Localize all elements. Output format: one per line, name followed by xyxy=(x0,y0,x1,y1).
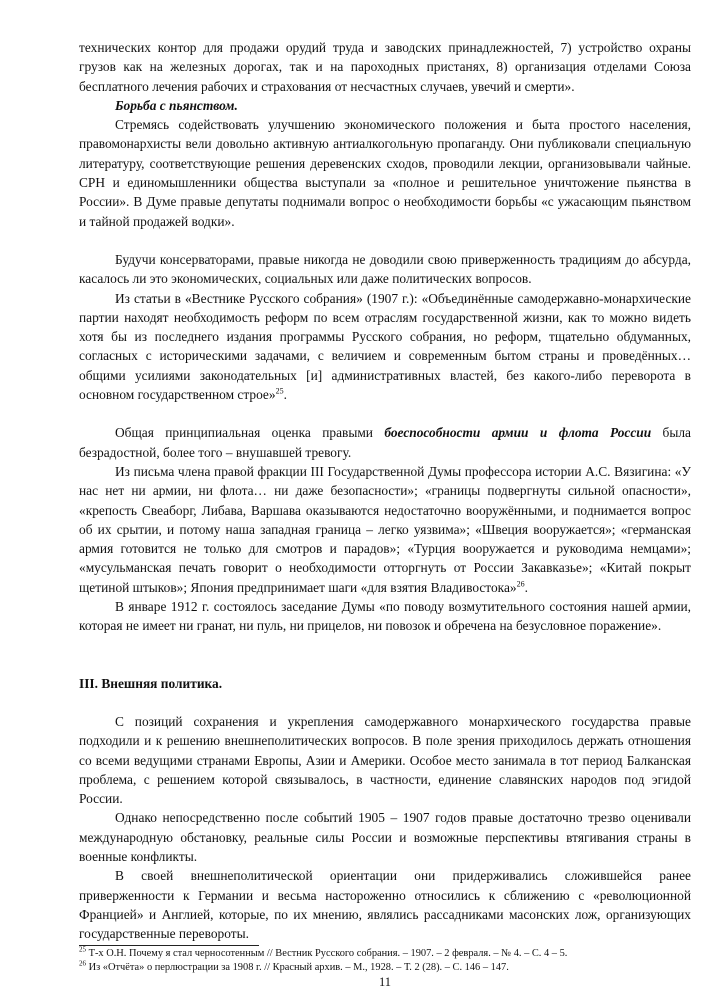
paragraph-text: Общая принципиальная оценка правыми xyxy=(115,425,385,441)
section-heading: III. Внешняя политика. xyxy=(79,675,223,691)
footnote-ref: 25 xyxy=(275,386,284,396)
footnote-text: Т-х О.Н. Почему я стал черносотенным // Вестник Русского собрания. – 1907. – 2 февраля. – № 4. – С. 4 – 5. xyxy=(86,948,568,960)
paragraph-text: Из статьи в «Вестнике Русского собрания» (1907 г.): «Объединённые самодержавно-монархические партии находят необходимость реформ по всем отраслям государственной жизни, как то можно видеть хотя бы из последнего издания программы Русского собрания, но реформ, тщательно обдуманных, согласных с историческими задачами, с величием и современным бытом страны и проведённых… общими усилиями законодательных [и] административных властей, без какого-либо переворота в основном государственном строе» xyxy=(79,290,691,403)
footnote-number: 25 xyxy=(79,946,86,954)
paragraph xyxy=(79,423,691,462)
footnote xyxy=(79,961,691,975)
footnotes xyxy=(79,947,691,975)
paragraph: Будучи консерваторами, правые никогда не доводили свою приверженность традициям до абсурда, касалось ли это экономических, социальных или даже политических вопросов. xyxy=(79,251,691,287)
paragraph: Стремясь содействовать улучшению экономического положения и быта простого населения, правомонархисты вели довольно активную антиалкогольную пропаганду. Они публиковали специальную литературу, соответствующие решения деревенских сходов, проводили лекции, организовывали чайные. СРН и единомышленники общества выступали за «полное и решительное уничтожение пьянства в России». В Думе правые депутаты поднимали вопрос о необходимости борьбы «с ужасающим пьянством и тайной продажей водки». xyxy=(79,117,691,229)
footnote xyxy=(79,947,691,961)
paragraph: Однако непосредственно после событий 1905 – 1907 годов правые достаточно трезво оценивали международную обстановку, реальные силы России и возможные перспективы втягивания страны в военные конфликты. xyxy=(79,810,691,864)
footnote-ref: 26 xyxy=(516,579,525,589)
paragraph: С позиций сохранения и укрепления самодержавного монархического государства правые подходили и к решению внешнеполитических вопросов. В поле зрения приходилось держать отношения со всеми ведущими странами Европы, Азии и Америки. Особое место занимала в тот период Балканская проблема, с решением которой связывалось, в частности, единение славянских народов под эгидой России. xyxy=(79,713,691,807)
paragraph-text: была безрадостной, более того – внушавшей тревогу. xyxy=(79,425,691,460)
subheading-drunkenness: Борьба с пьянством. xyxy=(115,97,238,113)
paragraph: В январе 1912 г. состоялось заседание Думы «по поводу возмутительного состояния нашей армии, которая не имеет ни гранат, ни пуль, ни прицелов, ни повозок и обречена на безусловное поражение». xyxy=(79,599,691,634)
emphasis: боеспособности армии и флота России xyxy=(384,425,652,441)
paragraph: технических контор для продажи орудий труда и заводских принадлежностей, 7) устройство охраны грузов как на железных дорогах, так и на пароходных пристанях, 8) организация отделами Союза бесплатного лечения рабочих и страхования от несчастных случаев, увечий и смерти». xyxy=(79,40,691,94)
paragraph: В своей внешнеполитической ориентации они придерживались сложившейся ранее приверженности к Германии и весьма настороженно относились к сближению с «революционной Францией» и Англией, которые, по их мнению, являлись рассадниками масонских лож, организующих государственные перевороты. xyxy=(79,868,691,942)
document-page xyxy=(79,38,691,989)
paragraph-quote: Из письма члена правой фракции III Государственной Думы профессора истории А.С. Вязигина: «У нас нет ни армии, ни флота… ни даже безопасности»; «границы подвергнуты сильной опасности», «крепость Свеаборг, Либава, Варшава оказываются недостаточно вооружёнными, и поднимается вопрос об их срытии, и потому наша западная граница – легко уязвима»; «Швеция вооружается»; «германская армия готовится не только для смотров и парадов»; «Турция вооружается и руководима немцами»; «мусульманская печать говорит о необходимости отторгнуть от России Закавказье»; «Китай покрыт щетиной штыков»; Япония предпринимает шаги «для взятия Владивостока»$^{26}$. xyxy=(79,463,691,595)
paragraph-text: Из письма члена правой фракции III Государственной Думы профессора истории А.С. Вязигина: «У нас нет ни армии, ни флота… ни даже безопасности»; «границы подвергнуты сильной опасности», «крепость Свеаборг, Либава, Варшава оказываются недостаточно вооружёнными, и поднимается вопрос об их срытии, и потому наша западная граница – легко уязвима»; «Швеция вооружается»; «германская армия готовится не только для смотров и парадов»; «Турция вооружается и руководима немцами»; «мусульманская печать говорит о необходимости отторгнуть от России Закавказье»; «Китай покрыт щетиной штыков»; Япония предпринимает шаги «для взятия Владивостока» xyxy=(79,463,691,595)
footnote-number: 26 xyxy=(79,960,86,968)
footnote-divider xyxy=(79,945,259,946)
footnote-text: Из «Отчёта» о перлюстрации за 1908 г. // Красный архив. – М., 1928. – Т. 2 (28). – С. 146 – 147. xyxy=(86,962,509,974)
paragraph-quote: Из статьи в «Вестнике Русского собрания» (1907 г.): «Объединённые самодержавно-монархические партии находят необходимость реформ по всем отраслям государственной жизни, как то можно видеть хотя бы из последнего издания программы Русского собрания, но реформ, тщательно обдуманных, согласных с историческими задачами, с величием и современным бытом страны и проведённых… общими усилиями законодательных [и] административных властей, без какого-либо переворота в основном государственном строе»$^{25}$. xyxy=(79,290,691,403)
page-number: 11 xyxy=(378,975,392,989)
